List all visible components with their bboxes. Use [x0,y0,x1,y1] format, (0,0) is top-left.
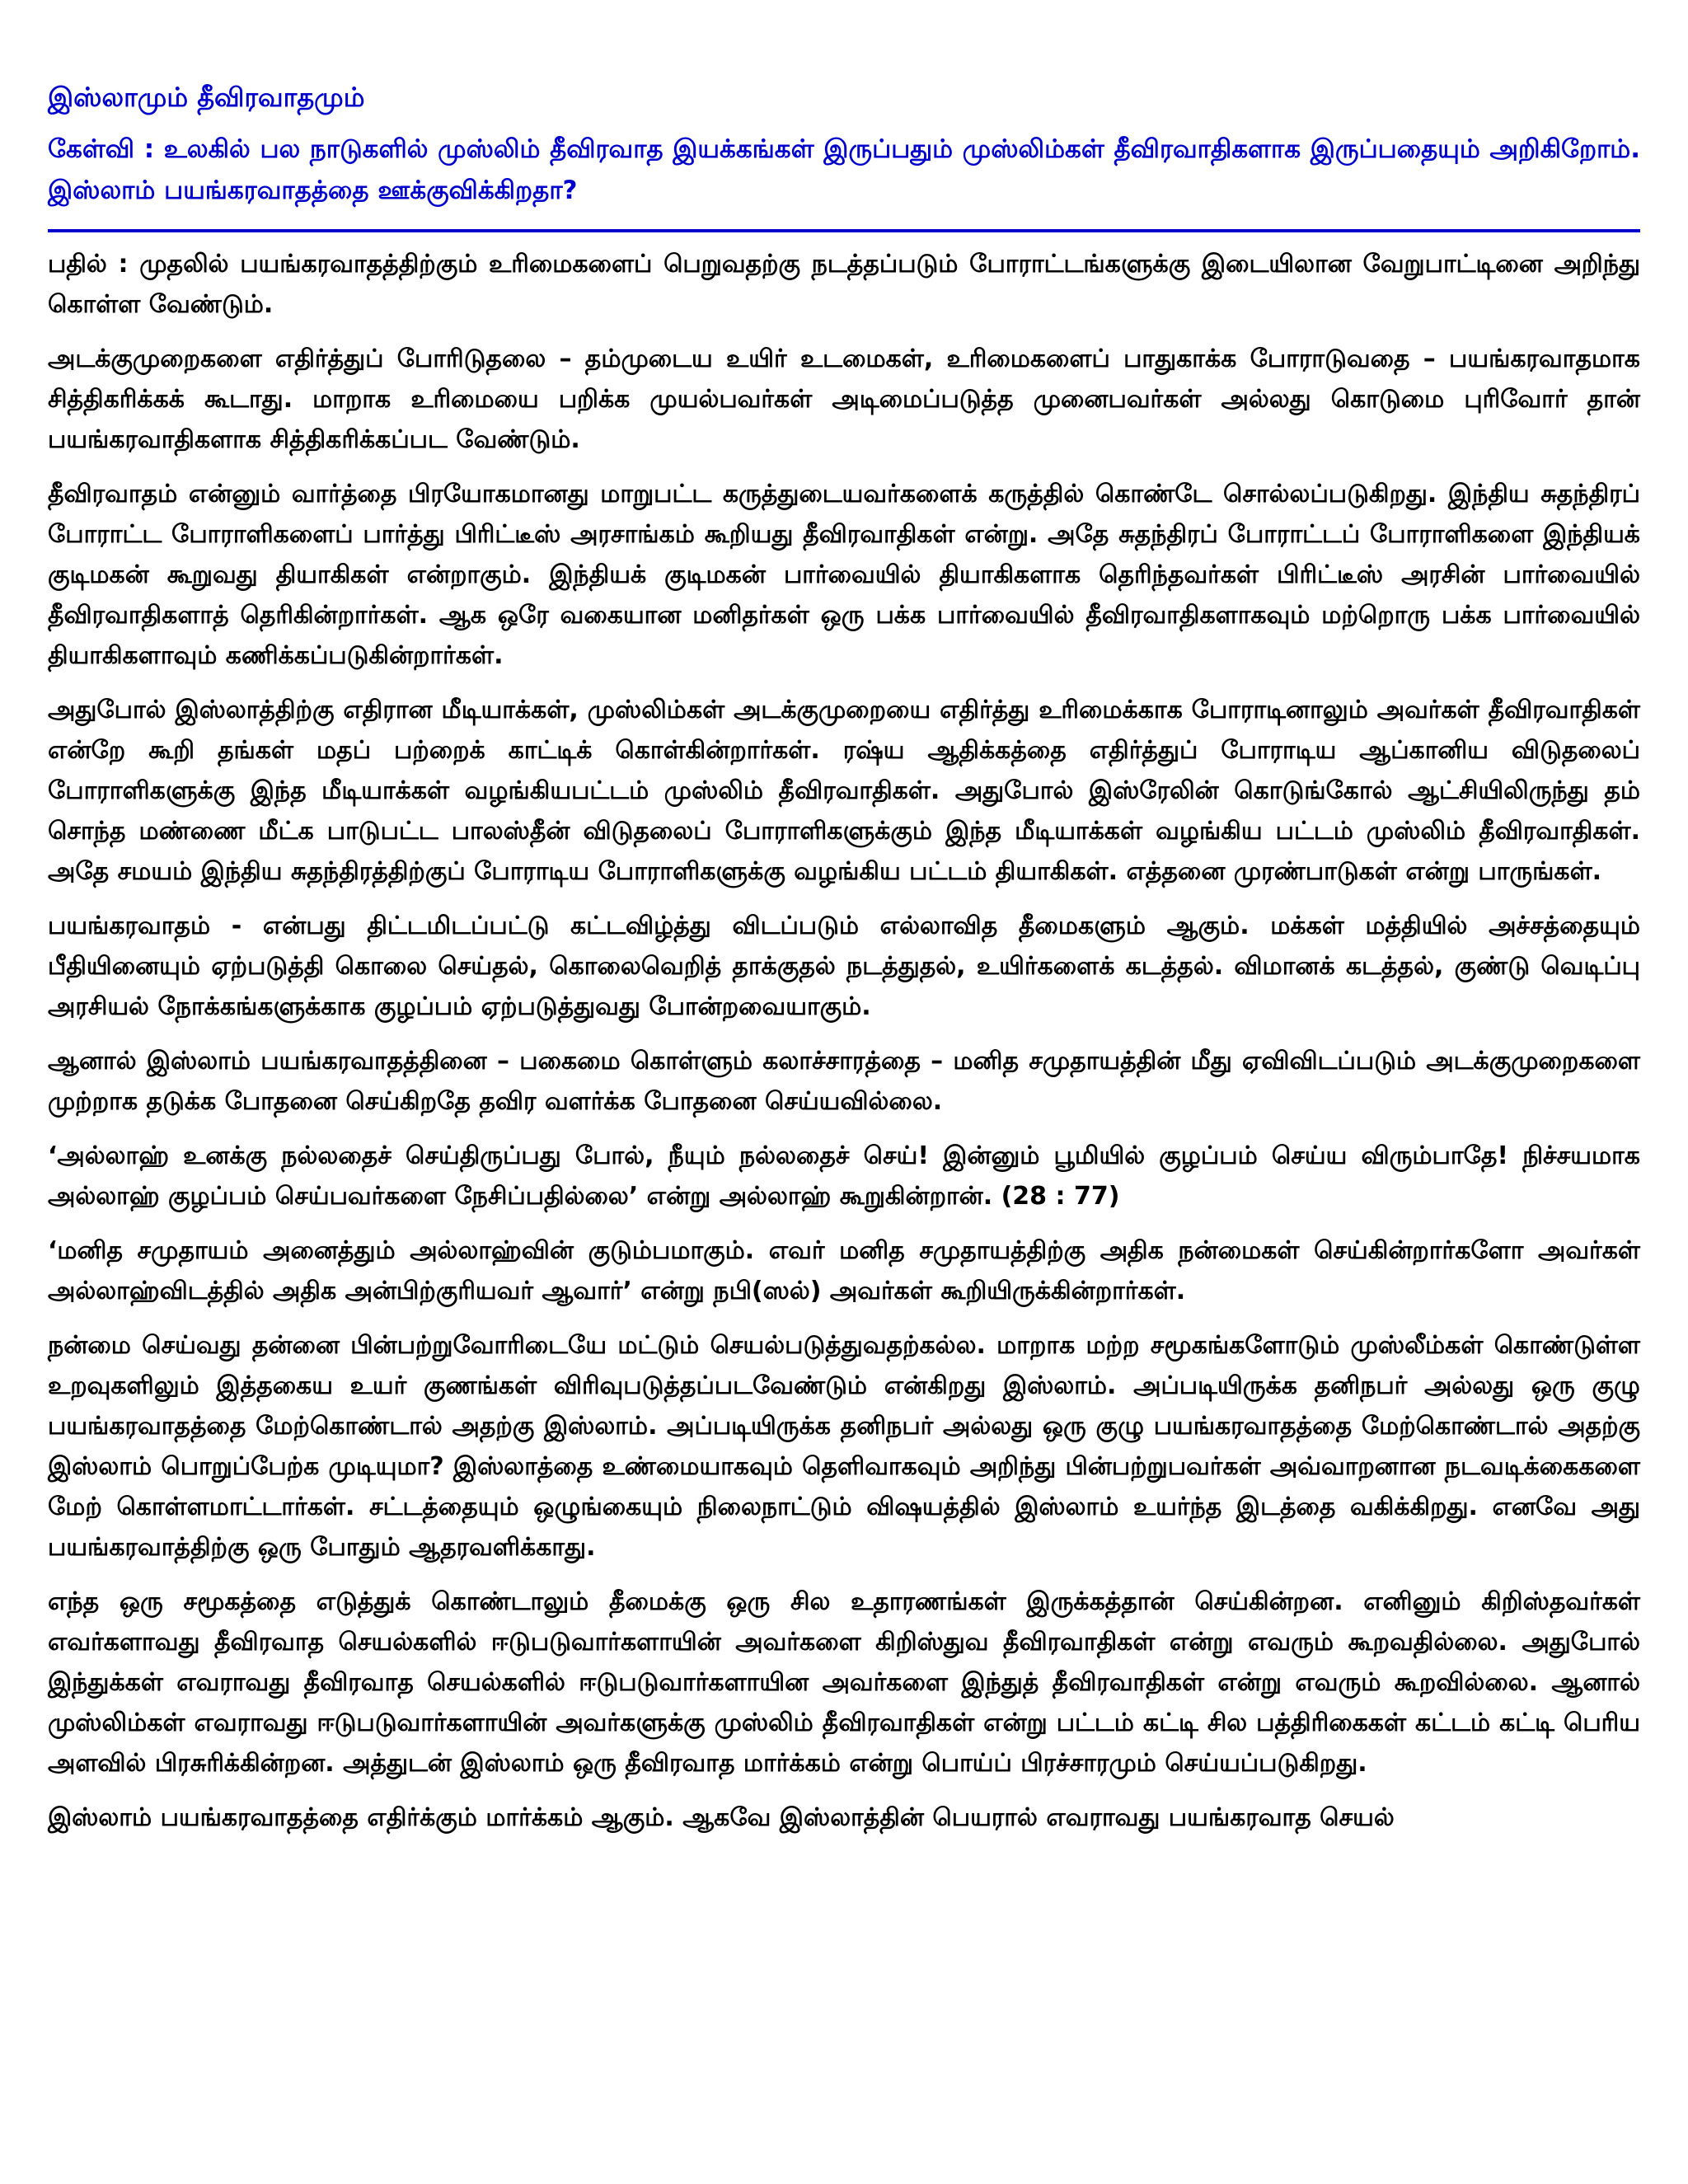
paragraph: பதில் : முதலில் பயங்கரவாதத்திற்கும் உரிமைகளைப் பெறுவதற்கு நடத்தப்படும் போராட்டங்களுக்கு இடையிலான வேறுபாட்டினை அறிந்து கொள்ள வேண்டும். [48,250,1640,319]
paragraph: பயங்கரவாதம் - என்பது திட்டமிடப்பட்டு கட்டவிழ்த்து விடப்படும் எல்லாவித தீமைகளும் ஆகும். மக்கள் மத்தியில் அச்சத்தையும் பீதியினையும் ஏற்படுத்தி கொலை செய்தல், கொலைவெறித் தாக்குதல் நடத்துதல், உயிர்களைக் கடத்தல். விமானக் கடத்தல், குண்டு வெடிப்பு அரசியல் நோக்கங்களுக்காக குழப்பம் ஏற்படுத்துவது போன்றவையாகும். [48,912,1640,1021]
paragraph: அதுபோல் இஸ்லாத்திற்கு எதிரான மீடியாக்கள், முஸ்லிம்கள் அடக்குமுறையை எதிர்த்து உரிமைக்காக போராடினாலும் அவர்கள் தீவிரவாதிகள் என்றே கூறி தங்கள் மதப் பற்றைக் காட்டிக் கொள்கின்றார்கள். ரஷ்ய ஆதிக்கத்தை எதிர்த்துப் போராடிய ஆப்கானிய விடுதலைப் போராளிகளுக்கு இந்த மீடியாக்கள் வழங்கியபட்டம் முஸ்லிம் தீவிரவாதிகள். அதுபோல் இஸ்ரேலின் கொடுங்கோல் ஆட்சியிலிருந்து தம் சொந்த மண்ணை மீட்க பாடுபட்ட பாலஸ்தீன் விடுதலைப் போராளிகளுக்கும் இந்த மீடியாக்கள் வழங்கிய பட்டம் முஸ்லிம் தீவிரவாதிகள். அதே சமயம் இந்திய சுதந்திரத்திற்குப் போராடிய போராளிகளுக்கு வழங்கிய பட்டம் தியாகிகள். எத்தனை முரண்பாடுகள் என்று பாருங்கள். [48,696,1640,886]
quote-paragraph: ‘மனித சமுதாயம் அனைத்தும் அல்லாஹ்வின் குடும்பமாகும். எவர் மனித சமுதாயத்திற்கு அதிக நன்மைகள் செய்கின்றார்களோ அவர்கள் அல்லாஹ்விடத்தில் அதிக அன்பிற்குரியவர் ஆவார்’ என்று நபி(ஸல்) அவர்கள் கூறியிருக்கின்றார்கள். [48,1236,1640,1305]
answer-body [48,244,1640,1838]
page-title: இஸ்லாமும் தீவிரவாதமும் [48,82,365,113]
paragraph: தீவிரவாதம் என்னும் வார்த்தை பிரயோகமானது மாறுபட்ட கருத்துடையவர்களைக் கருத்தில் கொண்டே சொல்லப்படுகிறது. இந்திய சுதந்திரப் போராட்ட போராளிகளைப் பார்த்து பிரிட்டீஸ் அரசாங்கம் கூறியது தீவிரவாதிகள் என்று. அதே சுதந்திரப் போராட்டப் போராளிகளை இந்தியக் குடிமகன் கூறுவது தியாகிகள் என்றாகும். இந்தியக் குடிமகன் பார்வையில் தியாகிகளாக தெரிந்தவர்கள் பிரிட்டீஸ் அரசின் பார்வையில் தீவிரவாதிகளாத் தெரிகின்றார்கள். ஆக ஒரே வகையான மனிதர்கள் ஒரு பக்க பார்வையில் தீவிரவாதிகளாகவும் மற்றொரு பக்க பார்வையில் தியாகிகளாவும் கணிக்கப்படுகின்றார்கள். [48,480,1640,670]
divider-line [48,229,1640,232]
paragraph: நன்மை செய்வது தன்னை பின்பற்றுவோரிடையே மட்டும் செயல்படுத்துவதற்கல்ல. மாறாக மற்ற சமூகங்களோடும் முஸ்லீம்கள் கொண்டுள்ள உறவுகளிலும் இத்தகைய உயர் குணங்கள் விரிவுபடுத்தப்படவேண்டும் என்கிறது இஸ்லாம். அப்படியிருக்க தனிநபர் அல்லது ஒரு குழு பயங்கரவாதத்தை மேற்கொண்டால் அதற்கு இஸ்லாம். அப்படியிருக்க தனிநபர் அல்லது ஒரு குழு பயங்கரவாதத்தை மேற்கொண்டால் அதற்கு இஸ்லாம் பொறுப்பேற்க முடியுமா? இஸ்லாத்தை உண்மையாகவும் தெளிவாகவும் அறிந்து பின்பற்றுபவர்கள் அவ்வாறனான நடவடிக்கைகளை மேற் கொள்ளமாட்டார்கள். சட்டத்தையும் ஒழுங்கையும் நிலைநாட்டும் விஷயத்தில் இஸ்லாம் உயர்ந்த இடத்தை வகிக்கிறது. எனவே அது பயங்கரவாத்திற்கு ஒரு போதும் ஆதரவளிக்காது. [48,1331,1640,1562]
paragraph: ஆனால் இஸ்லாம் பயங்கரவாதத்தினை – பகைமை கொள்ளும் கலாச்சாரத்தை – மனித சமுதாயத்தின் மீது ஏவிவிடப்படும் அடக்குமுறைகளை முற்றாக தடுக்க போதனை செய்கிறதே தவிர வளர்க்க போதனை செய்யவில்லை. [48,1047,1640,1116]
quote-paragraph: ‘அல்லாஹ் உனக்கு நல்லதைச் செய்திருப்பது போல், நீயும் நல்லதைச் செய்! இன்னும் பூமியில் குழப்பம் செய்ய விரும்பாதே! நிச்சயமாக அல்லாஹ் குழப்பம் செய்பவர்களை நேசிப்பதில்லை’ என்று அல்லாஹ் கூறுகின்றான். (28 : 77) [48,1141,1640,1211]
paragraph: அடக்குமுறைகளை எதிர்த்துப் போரிடுதலை – தம்முடைய உயிர் உடமைகள், உரிமைகளைப் பாதுகாக்க போராடுவதை – பயங்கரவாதமாக சித்திகரிக்கக் கூடாது. மாறாக உரிமையை பறிக்க முயல்பவர்கள் அடிமைப்படுத்த முனைபவர்கள் அல்லது கொடுமை புரிவோர் தான் பயங்கரவாதிகளாக சித்திகரிக்கப்பட வேண்டும். [48,344,1640,454]
question-text: கேள்வி : உலகில் பல நாடுகளில் முஸ்லிம் தீவிரவாத இயக்கங்கள் இருப்பதும் முஸ்லிம்கள் தீவிரவாதிகளாக இருப்பதையும் அறிகிறோம். இஸ்லாம் பயங்கரவாதத்தை ஊக்குவிக்கிறதா? [48,134,1640,205]
paragraph: இஸ்லாம் பயங்கரவாதத்தை எதிர்க்கும் மார்க்கம் ஆகும். ஆகவே இஸ்லாத்தின் பெயரால் எவராவது பயங்கரவாத செயல் [48,1803,1395,1832]
paragraph: எந்த ஒரு சமூகத்தை எடுத்துக் கொண்டாலும் தீமைக்கு ஒரு சில உதாரணங்கள் இருக்கத்தான் செய்கின்றன. எனினும் கிறிஸ்தவர்கள் எவர்களாவது தீவிரவாத செயல்களில் ஈடுபடுவார்களாயின் அவர்களை கிறிஸ்துவ தீவிரவாதிகள் என்று எவரும் கூறவதில்லை. அதுபோல் இந்துக்கள் எவராவது தீவிரவாத செயல்களில் ஈடுபடுவார்களாயின அவர்களை இந்துத் தீவிரவாதிகள் என்று எவரும் கூறவில்லை. ஆனால் முஸ்லிம்கள் எவராவது ஈடுபடுவார்களாயின் அவர்களுக்கு முஸ்லிம் தீவிரவாதிகள் என்று பட்டம் கட்டி சில பத்திரிகைகள் கட்டம் கட்டி பெரிய அளவில் பிரசுரிக்கின்றன. அத்துடன் இஸ்லாம் ஒரு தீவிரவாத மார்க்கம் என்று பொய்ப் பிரச்சாரமும் செய்யப்படுகிறது. [48,1587,1640,1778]
